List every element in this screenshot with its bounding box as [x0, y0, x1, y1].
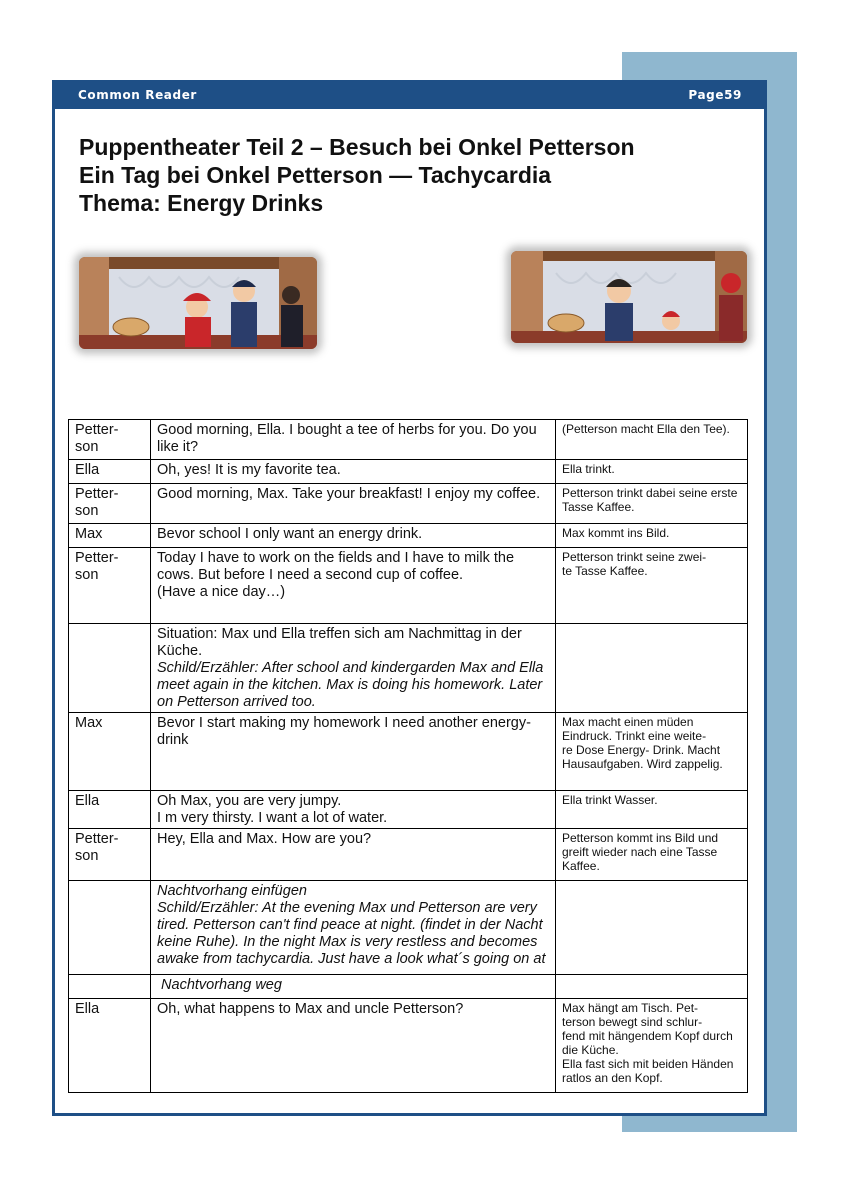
table-row — [69, 548, 748, 624]
dialogue-cell: Good morning, Max. Take your breakfast! I enjoy my coffee. — [151, 484, 556, 524]
stage-note-cell: Petterson trinkt seine zwei- te Tasse Kaffee. — [556, 548, 748, 624]
dialogue-cell: Oh, yes! It is my favorite tea. — [151, 460, 556, 484]
dialogue-cell: Today I have to work on the fields and I have to milk the cows. But before I need a second cup of coffee. (Have a nice day…) — [151, 548, 556, 624]
puppet-photo-1 — [79, 257, 317, 349]
dialogue-cell: Hey, Ella and Max. How are you? — [151, 829, 556, 881]
speaker-cell: Ella — [69, 460, 151, 484]
title-line-2: Ein Tag bei Onkel Petterson — Tachycardia — [79, 162, 552, 188]
speaker-cell: Petter- son — [69, 548, 151, 624]
narrator-text: Schild/Erzähler: After school and kindergarden Max and Ella meet again in the kitchen. Max is doing his homework. Later on Petterson arrived too. — [157, 660, 544, 710]
speaker-cell — [69, 975, 151, 999]
narrator-cell: Nachtvorhang weg — [151, 975, 556, 999]
stage-note-cell: Ella trinkt. — [556, 460, 748, 484]
narrator-cell: Nachtvorhang einfügen Schild/Erzähler: At the evening Max und Petterson are very tired. Petterson can't find peace at night. (findet in der Nacht keine Ruhe). In the night Max is very restless and becomes awake from tachycardia. Just have a look what´s going on at — [151, 881, 556, 975]
stage-note-cell: Max kommt ins Bild. — [556, 524, 748, 548]
dialogue-cell: Bevor school I only want an energy drink. — [151, 524, 556, 548]
table-row — [69, 713, 748, 791]
table-row — [69, 524, 748, 548]
table-row — [69, 460, 748, 484]
header-title: Common Reader — [78, 88, 197, 102]
table-row — [69, 624, 748, 713]
table-row — [69, 975, 748, 999]
speaker-cell — [69, 881, 151, 975]
stage-note-cell: Max macht einen müden Eindruck. Trinkt eine weite- re Dose Energy- Drink. Macht Hausaufgaben. Wird zappelig. — [556, 713, 748, 791]
speaker-cell: Petter- son — [69, 829, 151, 881]
situation-cell — [151, 624, 556, 713]
speaker-cell: Petter- son — [69, 484, 151, 524]
table-row — [69, 881, 748, 975]
speaker-cell: Petter- son — [69, 420, 151, 460]
speaker-cell: Max — [69, 713, 151, 791]
page-number: Page59 — [688, 88, 742, 102]
dialogue-cell: Oh, what happens to Max and uncle Petterson? — [151, 999, 556, 1093]
title-line-3: Thema: Energy Drinks — [79, 190, 324, 216]
stage-note-cell — [556, 881, 748, 975]
situation-text: Situation: Max und Ella treffen sich am Nachmittag in der Küche. — [157, 626, 522, 659]
dialogue-cell: Good morning, Ella. I bought a tee of herbs for you. Do you like it? — [151, 420, 556, 460]
stage-note-cell: Petterson trinkt dabei seine erste Tasse Kaffee. — [556, 484, 748, 524]
stage-note-cell: Ella trinkt Wasser. — [556, 791, 748, 829]
speaker-cell: Max — [69, 524, 151, 548]
header-bar — [55, 83, 764, 109]
table-row — [69, 829, 748, 881]
table-row — [69, 484, 748, 524]
dialogue-cell: Oh Max, you are very jumpy. I m very thirsty. I want a lot of water. — [151, 791, 556, 829]
stage-note-cell: Max hängt am Tisch. Pet- terson bewegt sind schlur- fend mit hängendem Kopf durch die Küche. Ella fast sich mit beiden Händen ratlos an den Kopf. — [556, 999, 748, 1093]
table-row — [69, 420, 748, 460]
dialogue-cell: Bevor I start making my homework I need another energy-drink — [151, 713, 556, 791]
table-row — [69, 791, 748, 829]
speaker-cell — [69, 624, 151, 713]
stage-note-cell — [556, 624, 748, 713]
page — [52, 80, 767, 1116]
table-row — [69, 999, 748, 1093]
stage-note-cell: Petterson kommt ins Bild und greift wieder nach eine Tasse Kaffee. — [556, 829, 748, 881]
stage-note-cell: (Petterson macht Ella den Tee). — [556, 420, 748, 460]
speaker-cell: Ella — [69, 999, 151, 1093]
script-table — [68, 419, 748, 1093]
puppet-photo-2 — [511, 251, 747, 343]
stage-note-cell — [556, 975, 748, 999]
speaker-cell: Ella — [69, 791, 151, 829]
page-title — [79, 133, 635, 217]
title-line-1: Puppentheater Teil 2 – Besuch bei Onkel Petterson — [79, 134, 635, 160]
